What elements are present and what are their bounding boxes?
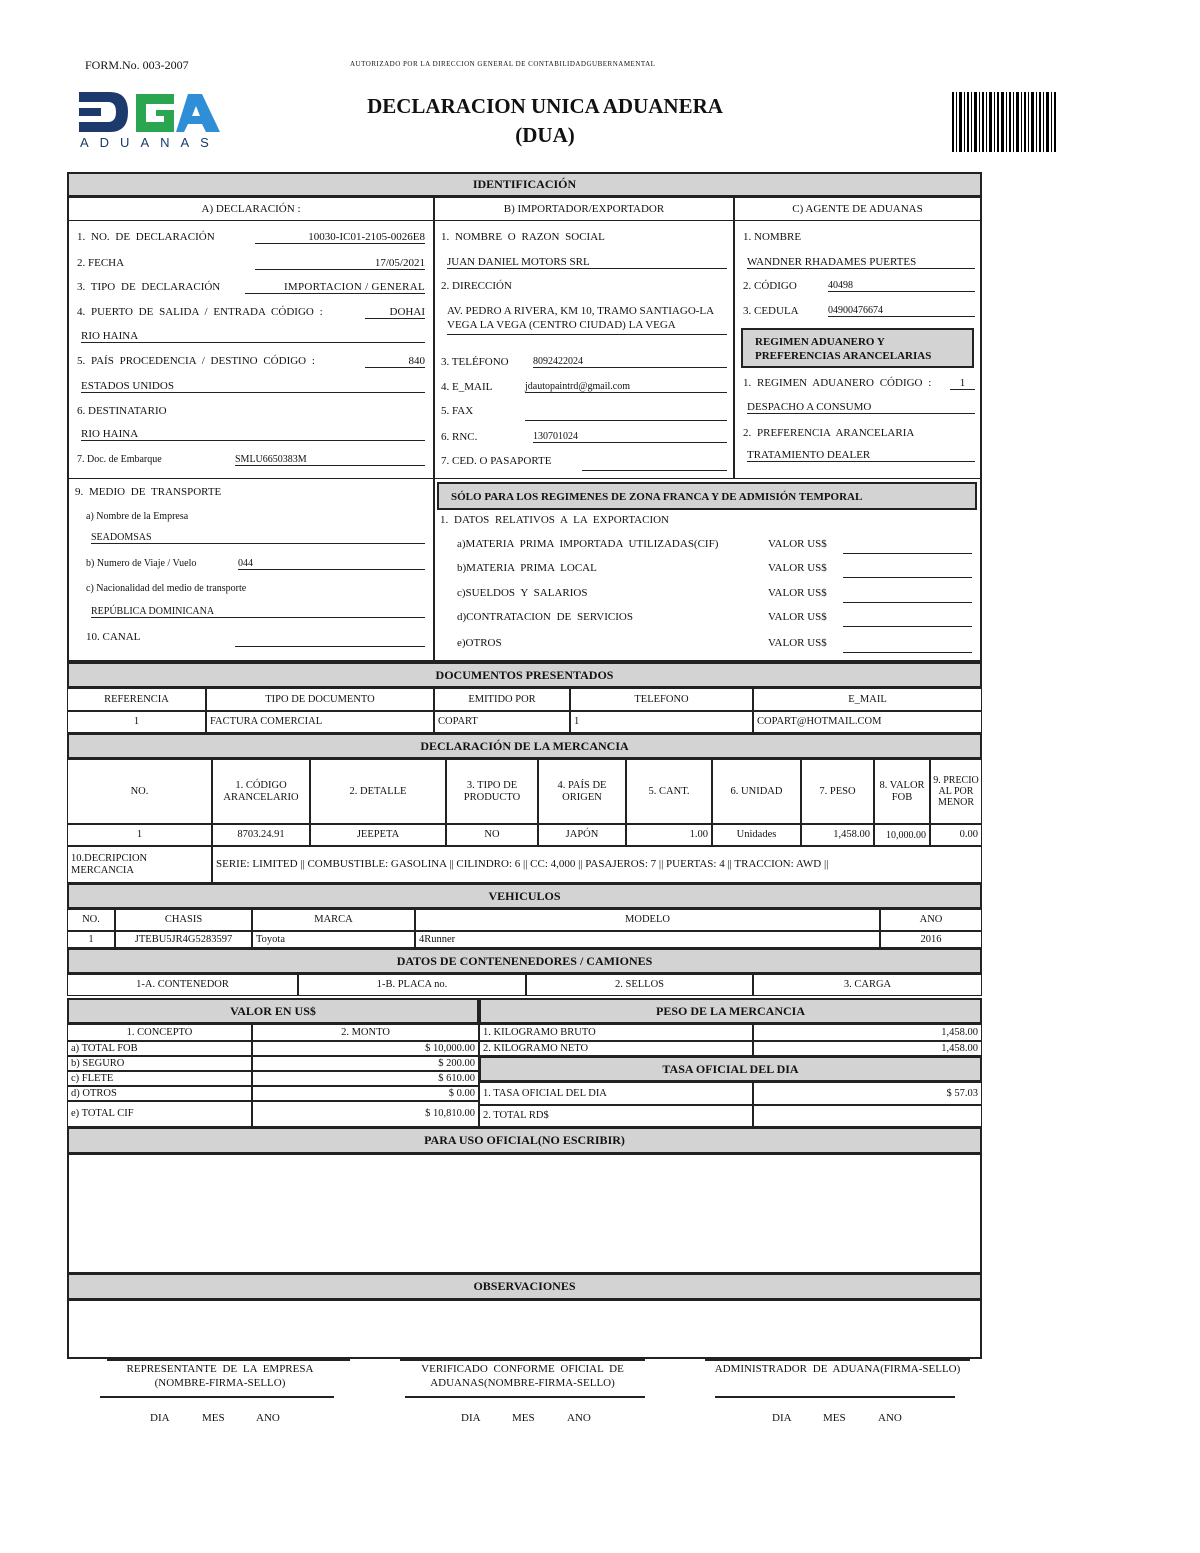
embarque-value: SMLU6650383M (235, 454, 425, 466)
datos-exportacion-label: 1. DATOS RELATIVOS A LA EXPORTACION (440, 514, 669, 526)
column-divider-b (733, 196, 735, 478)
razon-social-label: 1. NOMBRE O RAZON SOCIAL (441, 231, 605, 243)
descripcion-label: 10.DECRIPCION MERCANCIA (67, 846, 212, 883)
doc-header-referencia: REFERENCIA (67, 688, 206, 711)
zf-item-a-label: a)MATERIA PRIMA IMPORTADA UTILIZADAS(CIF) (457, 538, 719, 550)
canal-label: 10. CANAL (86, 631, 141, 643)
medio-transporte-label: 9. MEDIO DE TRANSPORTE (75, 486, 222, 498)
valor-header-monto: 2. MONTO (252, 1024, 479, 1041)
razon-social-value: JUAN DANIEL MOTORS SRL (447, 256, 727, 269)
fax-value-line (525, 407, 727, 421)
agente-cedula-value: 04900476674 (828, 305, 975, 317)
tipo-declaracion-value: IMPORTACION / GENERAL (245, 281, 425, 294)
section-identificacion: IDENTIFICACIÓN (67, 172, 982, 197)
fecha-value: 17/05/2021 (255, 257, 425, 270)
fecha-mes-3: MES (823, 1412, 846, 1424)
merc-cell-fob: 10,000.00 (874, 824, 930, 846)
fecha-label: 2. FECHA (77, 257, 125, 269)
preferencia-label: 2. PREFERENCIA ARANCELARIA (743, 427, 915, 439)
peso-neto-value: 1,458.00 (753, 1041, 982, 1056)
valor-concepto-otros: d) OTROS (67, 1086, 252, 1101)
direccion-value: AV. PEDRO A RIVERA, KM 10, TRAMO SANTIAGO-LA VEGA LA VEGA (CENTRO CIUDAD) LA VEGA (447, 304, 727, 335)
document-title: DECLARACION UNICA ADUANERA (367, 94, 723, 118)
fecha-mes-1: MES (202, 1412, 225, 1424)
valor-concepto-cif: e) TOTAL CIF (67, 1101, 252, 1127)
regimen-label: 1. REGIMEN ADUANERO CÓDIGO : (743, 377, 932, 389)
fecha-mes-2: MES (512, 1412, 535, 1424)
zf-item-d-line (843, 613, 972, 627)
merc-header-fob: 8. VALOR FOB (874, 759, 930, 824)
telefono-value: 8092422024 (533, 356, 727, 368)
firma-representante-line (100, 1396, 334, 1398)
regimen-value: DESPACHO A CONSUMO (747, 401, 975, 414)
veh-header-ano: ANO (880, 909, 982, 931)
divider-medio (67, 478, 433, 479)
fecha-dia-3: DIA (772, 1412, 792, 1424)
destinatario-value: RIO HAINA (81, 428, 425, 441)
cont-header-carga: 3. CARGA (753, 974, 982, 996)
section-contenedores: DATOS DE CONTENENEDORES / CAMIONES (67, 948, 982, 974)
destinatario-label: 6. DESTINATARIO (77, 405, 167, 417)
zf-item-a-line (843, 540, 972, 554)
doc-cell-tipo: FACTURA COMERCIAL (206, 711, 434, 733)
doc-header-emitido: EMITIDO POR (434, 688, 570, 711)
zf-item-c-valor: VALOR US$ (768, 587, 827, 599)
merc-header-precio: 9. PRECIO AL POR MENOR (930, 759, 982, 824)
firma-verificado-label: VERIFICADO CONFORME OFICIAL DE ADUANAS(NOMBRE-FIRMA-SELLO) (421, 1363, 624, 1389)
merc-cell-precio: 0.00 (930, 824, 982, 846)
doc-header-tipo: TIPO DE DOCUMENTO (206, 688, 434, 711)
divider-zona-franca (433, 478, 982, 479)
cont-header-sellos: 2. SELLOS (526, 974, 753, 996)
direccion-label: 2. DIRECCIÓN (441, 280, 512, 292)
tasa-label: 1. TASA OFICIAL DEL DIA (479, 1082, 753, 1105)
telefono-label: 3. TELÉFONO (441, 356, 509, 368)
firma-verificado-topline (400, 1359, 645, 1361)
section-vehiculos: VEHICULOS (67, 883, 982, 909)
merc-header-tipo: 3. TIPO DE PRODUCTO (446, 759, 538, 824)
email-value: jdautopaintrd@gmail.com (525, 381, 727, 393)
zf-item-b-valor: VALOR US$ (768, 562, 827, 574)
fax-label: 5. FAX (441, 405, 474, 417)
zf-item-d-valor: VALOR US$ (768, 611, 827, 623)
firma-administrador-line (715, 1396, 955, 1398)
valor-header-concepto: 1. CONCEPTO (67, 1024, 252, 1041)
viaje-value: 044 (238, 558, 425, 570)
puerto-code: DOHAI (365, 306, 425, 319)
agente-nombre-label: 1. NOMBRE (743, 231, 802, 243)
zf-item-c-line (843, 589, 972, 603)
cedula-pasaporte-line (582, 457, 727, 471)
rnc-label: 6. RNC. (441, 431, 478, 443)
section-mercancia: DECLARACIÓN DE LA MERCANCIA (67, 733, 982, 759)
uso-oficial-area (67, 1153, 982, 1274)
zf-item-e-line (843, 639, 972, 653)
valor-monto-otros: $ 0.00 (252, 1086, 479, 1101)
doc-cell-telefono: 1 (570, 711, 753, 733)
zf-item-c-label: c)SUELDOS Y SALARIOS (457, 587, 588, 599)
veh-header-modelo: MODELO (415, 909, 880, 931)
merc-header-peso: 7. PESO (801, 759, 874, 824)
merc-cell-unidad: Unidades (712, 824, 801, 846)
total-rd-label: 2. TOTAL RD$ (479, 1105, 753, 1127)
veh-header-chasis: CHASIS (115, 909, 252, 931)
fecha-ano-1: ANO (256, 1412, 280, 1424)
no-declaracion-label: 1. NO. DE DECLARACIÓN (77, 231, 215, 243)
firma-representante-label: REPRESENTANTE DE LA EMPRESA (NOMBRE-FIRMA-SELLO) (126, 1363, 314, 1389)
veh-cell-marca: Toyota (252, 931, 415, 948)
viaje-label: b) Numero de Viaje / Vuelo (86, 558, 197, 569)
veh-cell-no: 1 (67, 931, 115, 948)
puerto-value: RIO HAINA (81, 330, 425, 343)
importador-heading: B) IMPORTADOR/EXPORTADOR (503, 203, 665, 215)
merc-header-codigo: 1. CÓDIGO ARANCELARIO (212, 759, 310, 824)
zona-franca-heading: SÓLO PARA LOS REGIMENES DE ZONA FRANCA Y DE ADMISIÓN TEMPORAL (437, 482, 977, 510)
regimen-code: 1 (950, 377, 975, 390)
veh-header-no: NO. (67, 909, 115, 931)
valor-concepto-flete: c) FLETE (67, 1071, 252, 1086)
veh-cell-ano: 2016 (880, 931, 982, 948)
pais-label: 5. PAÍS PROCEDENCIA / DESTINO CÓDIGO : (77, 355, 315, 367)
fecha-ano-2: ANO (567, 1412, 591, 1424)
cont-header-contenedor: 1-A. CONTENEDOR (67, 974, 298, 996)
puerto-label: 4. PUERTO DE SALIDA / ENTRADA CÓDIGO : (77, 306, 323, 318)
authorization-text: AUTORIZADO POR LA DIRECCION GENERAL DE CONTABILIDADGUBERNAMENTAL (350, 60, 656, 68)
pais-code: 840 (365, 355, 425, 368)
empresa-value: SEADOMSAS (91, 532, 425, 544)
zf-item-e-label: e)OTROS (457, 637, 502, 649)
valor-monto-flete: $ 610.00 (252, 1071, 479, 1086)
cedula-pasaporte-label: 7. CED. O PASAPORTE (441, 455, 552, 467)
firma-representante-topline (107, 1359, 350, 1361)
section-valor: VALOR EN US$ (67, 998, 479, 1024)
fecha-ano-3: ANO (878, 1412, 902, 1424)
veh-cell-modelo: 4Runner (415, 931, 880, 948)
total-rd-value (753, 1105, 982, 1127)
nacionalidad-value: REPÚBLICA DOMINICANA (91, 606, 425, 618)
firma-verificado-line (405, 1396, 645, 1398)
valor-monto-cif: $ 10,810.00 (252, 1101, 479, 1127)
veh-header-marca: MARCA (252, 909, 415, 931)
empresa-label: a) Nombre de la Empresa (86, 511, 189, 522)
doc-cell-email: COPART@HOTMAIL.COM (753, 711, 982, 733)
descripcion-value: SERIE: LIMITED || COMBUSTIBLE: GASOLINA || CILINDRO: 6 || CC: 4,000 || PASAJEROS: 7 || PUERTAS: 4 || TRACCION: AWD || (212, 846, 982, 883)
doc-header-telefono: TELEFONO (570, 688, 753, 711)
no-declaracion-value: 10030-IC01-2105-0026E8 (255, 231, 425, 244)
veh-cell-chasis: JTEBU5JR4G5283597 (115, 931, 252, 948)
embarque-label: 7. Doc. de Embarque (77, 454, 162, 465)
zf-item-e-valor: VALOR US$ (768, 637, 827, 649)
logo-text: ADUANAS (80, 135, 220, 150)
valor-concepto-seguro: b) SEGURO (67, 1056, 252, 1071)
merc-cell-no: 1 (67, 824, 212, 846)
section-observaciones: OBSERVACIONES (67, 1273, 982, 1300)
merc-header-unidad: 6. UNIDAD (712, 759, 801, 824)
document-subtitle: (DUA) (515, 123, 575, 147)
merc-cell-detalle: JEEPETA (310, 824, 446, 846)
merc-header-no: NO. (67, 759, 212, 824)
canal-value-line (235, 634, 425, 647)
agente-codigo-value: 40498 (828, 280, 975, 292)
zf-item-b-line (843, 564, 972, 578)
nacionalidad-label: c) Nacionalidad del medio de transporte (86, 583, 247, 594)
email-label: 4. E_MAIL (441, 381, 493, 393)
merc-cell-cant: 1.00 (626, 824, 712, 846)
rnc-value: 130701024 (533, 431, 727, 443)
section-tasa: TASA OFICIAL DEL DIA (479, 1056, 982, 1082)
fecha-dia-1: DIA (150, 1412, 170, 1424)
merc-header-pais: 4. PAÍS DE ORIGEN (538, 759, 626, 824)
merc-header-cant: 5. CANT. (626, 759, 712, 824)
tipo-declaracion-label: 3. TIPO DE DECLARACIÓN (77, 281, 221, 293)
merc-cell-pais: JAPÓN (538, 824, 626, 846)
agente-heading: C) AGENTE DE ADUANAS (792, 203, 923, 215)
peso-bruto-label: 1. KILOGRAMO BRUTO (479, 1024, 753, 1041)
merc-cell-tipo: NO (446, 824, 538, 846)
valor-concepto-fob: a) TOTAL FOB (67, 1041, 252, 1056)
valor-monto-fob: $ 10,000.00 (252, 1041, 479, 1056)
declaracion-heading: A) DECLARACIÓN : (201, 203, 301, 215)
agente-cedula-label: 3. CEDULA (743, 305, 799, 317)
firma-administrador-label: ADMINISTRADOR DE ADUANA(FIRMA-SELLO) (714, 1363, 961, 1375)
fecha-dia-2: DIA (461, 1412, 481, 1424)
section-documentos: DOCUMENTOS PRESENTADOS (67, 662, 982, 688)
preferencia-value: TRATAMIENTO DEALER (747, 449, 975, 462)
firma-administrador-topline (705, 1359, 970, 1361)
doc-cell-emitido: COPART (434, 711, 570, 733)
peso-bruto-value: 1,458.00 (753, 1024, 982, 1041)
valor-monto-seguro: $ 200.00 (252, 1056, 479, 1071)
zf-item-b-label: b)MATERIA PRIMA LOCAL (457, 562, 597, 574)
agente-nombre-value: WANDNER RHADAMES PUERTES (747, 256, 975, 269)
tasa-value: $ 57.03 (753, 1082, 982, 1105)
section-uso-oficial: PARA USO OFICIAL(NO ESCRIBIR) (67, 1127, 982, 1154)
agente-codigo-label: 2. CÓDIGO (743, 280, 797, 292)
observaciones-area (67, 1299, 982, 1359)
doc-cell-referencia: 1 (67, 711, 206, 733)
regimen-box: REGIMEN ADUANERO Y PREFERENCIAS ARANCELARIAS (741, 328, 974, 368)
form-number: FORM.No. 003-2007 (85, 58, 189, 72)
merc-header-detalle: 2. DETALLE (310, 759, 446, 824)
section-peso: PESO DE LA MERCANCIA (479, 998, 982, 1024)
pais-value: ESTADOS UNIDOS (81, 380, 425, 393)
barcode (952, 92, 1058, 152)
merc-cell-peso: 1,458.00 (801, 824, 874, 846)
doc-header-email: E_MAIL (753, 688, 982, 711)
zf-item-d-label: d)CONTRATACION DE SERVICIOS (457, 611, 633, 623)
merc-cell-codigo: 8703.24.91 (212, 824, 310, 846)
zf-item-a-valor: VALOR US$ (768, 538, 827, 550)
heading-underline (67, 220, 982, 221)
peso-neto-label: 2. KILOGRAMO NETO (479, 1041, 753, 1056)
column-divider-a (433, 196, 435, 662)
cont-header-placa: 1-B. PLACA no. (298, 974, 526, 996)
